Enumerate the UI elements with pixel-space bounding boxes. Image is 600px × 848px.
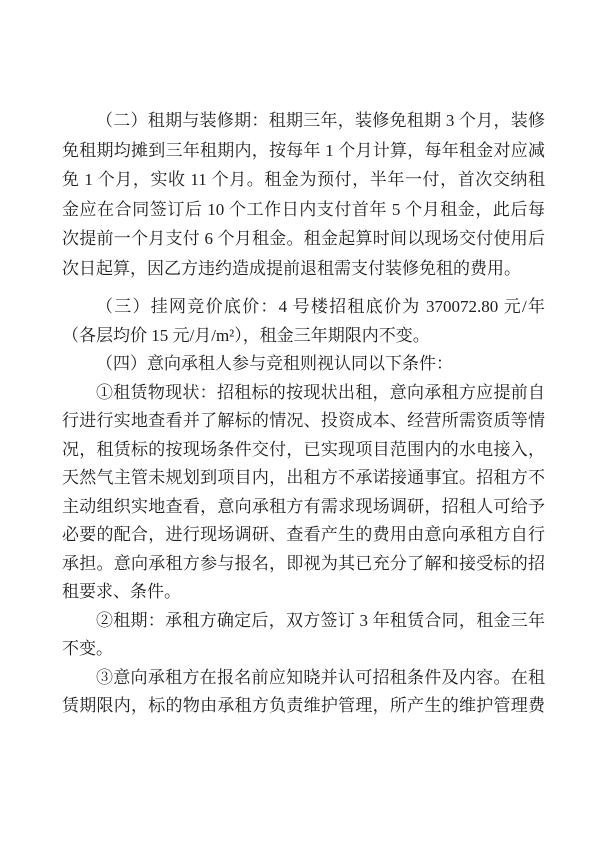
clause-3-listing-base-price xyxy=(62,293,545,350)
text-line: 必要的配合，进行现场调研、查看产生的费用由意向承租方自行 xyxy=(62,525,545,544)
text-line: 免租期均摊到三年租期内，按每年 1 个月计算，每年租金对应减 xyxy=(62,140,545,160)
text-line: 况，租赁标的按现场条件交付，已实现项目范围内的水电接入， xyxy=(62,439,545,459)
text-line: 行进行实地查看并了解标的情况、投资成本、经营所需资质等情 xyxy=(62,411,545,430)
document-body xyxy=(62,106,545,721)
text-line: 次提前一个月支付 6 个月租金。租金起算时间以现场交付使用后 xyxy=(62,229,545,248)
text-line: 不变。 xyxy=(62,639,113,658)
text-line: 天然气主管未规划到项目内，出租方不承诺接通事宜。招租方不 xyxy=(62,468,545,487)
clause-2-lease-term-and-decoration-period xyxy=(62,106,545,283)
condition-1-property-current-state xyxy=(62,379,545,607)
text-line: ①租赁物现状：招租标的按现状出租，意向承租方应提前自 xyxy=(96,382,545,402)
text-line: 承担。意向承租方参与报名，即视为其已充分了解和接受标的招 xyxy=(62,553,545,573)
condition-3-acknowledgement-and-maintenance xyxy=(62,664,545,721)
condition-2-lease-term xyxy=(62,607,545,664)
text-line: ③意向承租方在报名前应知晓并认可招租条件及内容。在租 xyxy=(96,667,545,687)
text-line: 免 1 个月，实收 11 个月。租金为预付，半年一付，首次交纳租 xyxy=(62,170,545,189)
clause-4-bidding-conditions-heading xyxy=(62,350,545,379)
text-line: 租要求、条件。 xyxy=(62,582,181,601)
text-line: （各层均价 15 元/月/m²），租金三年期限内不变。 xyxy=(62,325,430,345)
text-line: （三）挂网竞价底价：4 号楼招租底价为 370072.80 元/年 xyxy=(96,297,545,316)
text-line: ②租期：承租方确定后，双方签订 3 年租赁合同，租金三年 xyxy=(96,610,545,630)
text-line: 主动组织实地查看，意向承租方有需求现场调研，招租人可给予 xyxy=(62,496,545,516)
text-line: （四）意向承租人参与竞租则视认同以下条件： xyxy=(96,354,453,373)
text-line: （二）租期与装修期：租期三年，装修免租期 3 个月，装修 xyxy=(96,111,545,130)
text-line: 金应在合同签订后 10 个工作日内支付首年 5 个月租金，此后每 xyxy=(62,199,545,219)
text-line: 赁期限内，标的物由承租方负责维护管理，所产生的维护管理费 xyxy=(62,696,545,715)
text-line: 次日起算，因乙方违约造成提前退租需支付装修免租的费用。 xyxy=(62,258,521,278)
